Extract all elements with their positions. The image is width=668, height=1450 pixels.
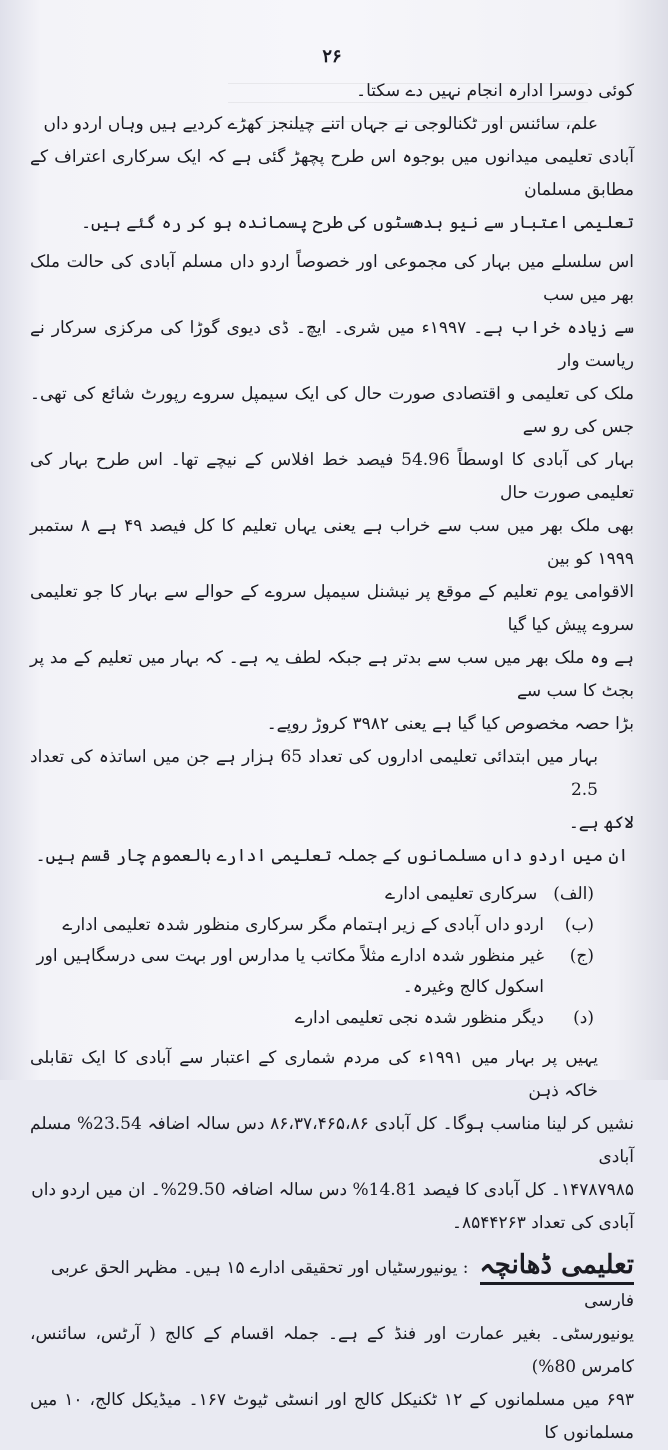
list-text: غیر منظور شدہ ادارے مثلاً مکاتب یا مدارس اور بہت سی درسگاہیں اور اسکول کالج وغیرہ۔	[36, 946, 544, 997]
list-item	[30, 1003, 594, 1034]
list-item	[30, 941, 594, 1003]
list-marker: (د)	[573, 1008, 594, 1028]
section-heading: تعلیمی ڈھانچہ	[480, 1250, 634, 1285]
paragraph-line: ۶۹۳ میں مسلمانوں کے ۱۲ ٹکنیکل کالج اور انسٹی ٹیوٹ ۱۶۷۔ میڈیکل کالج، ۱۰ میں مسلمانوں کا	[30, 1390, 634, 1443]
list-text: اردو داں آبادی کے زیر اہتمام مگر سرکاری منظور شدہ تعلیمی ادارے	[62, 915, 544, 935]
paragraph-line: بڑا حصہ مخصوص کیا گیا ہے یعنی ۳۹۸۲ کروڑ روپے۔	[266, 714, 634, 734]
category-list	[30, 879, 634, 1034]
section-heading-row	[30, 1250, 634, 1318]
list-item	[30, 910, 594, 941]
paragraph-line: آبادی کی تعداد ۸۵۴۴۲۶۳۔	[451, 1213, 634, 1233]
paragraph-line: یونیورسٹی۔ بغیر عمارت اور فنڈ کے ہے۔ جملہ اقسام کے کالج ( آرٹس، سائنس، کامرس 80%)	[30, 1324, 634, 1377]
paragraph-line: بھی ملک بھر میں سب سے خراب ہے یعنی یہاں تعلیم کا کل فیصد ۴۹ ہے ۸ ستمبر ۱۹۹۹ کو بین	[30, 516, 634, 569]
list-marker: (ب)	[564, 915, 594, 935]
list-marker: (الف)	[553, 884, 594, 904]
paragraph-line: تعلیمی اعتبار سے نیو بدھسٹوں کی طرح پسماندہ ہو کر رہ گئے ہیں۔	[81, 213, 634, 233]
paragraph-line: نشیں کر لینا مناسب ہوگا۔ کل آبادی ۸۶،۳۷،۴۶۵،۸۶ دس سالہ اضافہ 23.54% مسلم آبادی	[30, 1114, 634, 1167]
bleed-through-text	[228, 70, 588, 140]
paragraph-line: ان میں اردو داں مسلمانوں کے جملہ تعلیمی ادارے بالعموم چار قسم ہیں۔	[35, 846, 629, 866]
paragraph-line: کوئی دوسرا ادارہ انجام نہیں دے سکتا۔	[356, 81, 634, 101]
list-text: سرکاری تعلیمی ادارے	[385, 884, 538, 904]
page-number: ۲۶	[322, 46, 342, 67]
paragraph-line: ہے وہ ملک بھر میں سب سے بدتر ہے جبکہ لطف یہ ہے۔ کہ بہار میں تعلیم کے مد پر بجٹ کا سب سے	[30, 648, 634, 701]
paragraph-line: آبادی تعلیمی میدانوں میں بوجوہ اس طرح پچھڑ گئی ہے کہ ایک سرکاری اعتراف کے مطابق مسلمان	[30, 147, 634, 200]
paragraph-line: بہار میں ابتدائی تعلیمی اداروں کی تعداد 65 ہزار ہے جن میں اساتذہ کی تعداد 2.5	[30, 747, 598, 800]
list-marker: (ج)	[569, 946, 594, 966]
paragraph-line: ملک کی تعلیمی و اقتصادی صورت حال کی ایک سیمپل سروے رپورٹ شائع کی تھی۔ جس کی رو سے	[30, 384, 634, 437]
paragraph-line: الاقوامی یوم تعلیم کے موقع پر نیشنل سیمپل سروے کے حوالے سے بہار کا جو تعلیمی سروے پیش کیا گیا	[30, 582, 634, 635]
paragraph-line: یہیں پر بہار میں ۱۹۹۱ء کی مردم شماری کے اعتبار سے آبادی کا ایک تقابلی خاکہ ذہن	[30, 1048, 598, 1101]
paragraph-line: بہار کی آبادی کا اوسطاً 54.96 فیصد خط افلاس کے نیچے تھا۔ اس طرح بہار کی تعلیمی صورت حال	[30, 450, 634, 503]
paragraph-line: علم، سائنس اور ٹکنالوجی نے جہاں اتنے چیلنجز کھڑے کردیے ہیں وہاں اردو داں	[43, 114, 598, 134]
list-item	[30, 879, 594, 910]
paragraph-line: اس سلسلے میں بہار کی مجموعی اور خصوصاً اردو داں مسلم آبادی کی حالت ملک بھر میں سب	[30, 252, 634, 305]
heading-text: : یونیورسٹیاں اور تحقیقی ادارے ۱۵ ہیں۔ مظہر الحق عربی فارسی	[50, 1258, 634, 1311]
paragraph-line: ۱۴۷۸۷۹۸۵۔ کل آبادی کا فیصد 14.81% دس سالہ اضافہ 29.50%۔ ان میں اردو داں	[31, 1180, 634, 1200]
list-text: دیگر منظور شدہ نجی تعلیمی ادارے	[294, 1008, 544, 1028]
paragraph-line: لاکھ ہے۔	[568, 813, 634, 833]
paragraph-line: سے زیادہ خراب ہے۔ ۱۹۹۷ء میں شری۔ ایچ۔ ڈی دیوی گوڑا کی مرکزی سرکار نے ریاست وار	[30, 318, 635, 371]
